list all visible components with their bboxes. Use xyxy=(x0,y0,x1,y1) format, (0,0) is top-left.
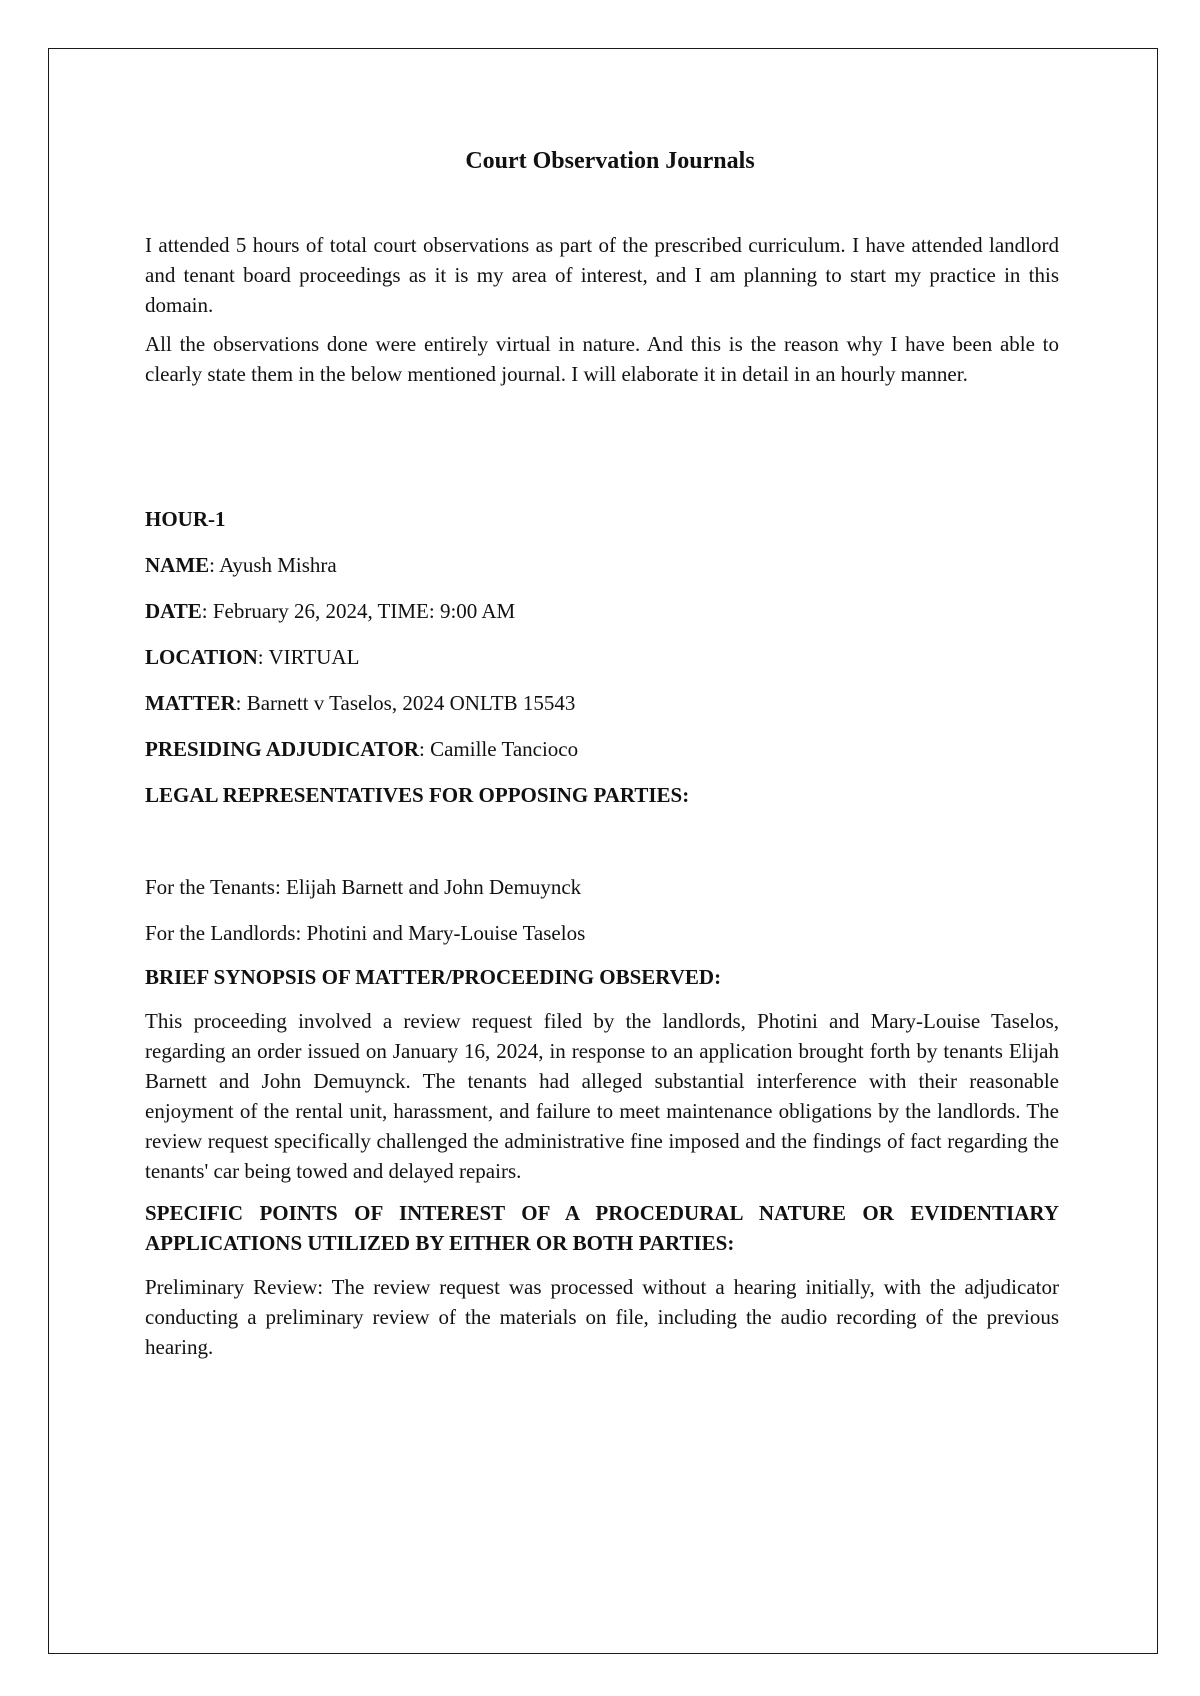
adjudicator-line xyxy=(145,734,1059,764)
synopsis-paragraph: This proceeding involved a review request filed by the landlords, Photini and Mary-Louise Taselos, regarding an order issued on January 16, 2024, in response to an application brought forth by tenants Elijah Barnett and John Demuynck. The tenants had alleged substantial interference with their reasonable enjoyment of the rental unit, harassment, and failure to meet maintenance obligations by the landlords. The review request specifically challenged the administrative fine imposed and the findings of fact regarding the tenants' car being towed and delayed repairs. xyxy=(145,1009,1059,1183)
matter-value: : Barnett v Taselos, 2024 ONLTB 15543 xyxy=(235,691,576,715)
location-label: LOCATION xyxy=(145,645,258,669)
synopsis-heading: BRIEF SYNOPSIS OF MATTER/PROCEEDING OBSERVED: xyxy=(145,965,722,989)
points-paragraph: Preliminary Review: The review request was processed without a hearing initially, with the adjudicator conducting a preliminary review of the materials on file, including the audio recording of the previous hearing. xyxy=(145,1275,1059,1359)
adjudicator-label: PRESIDING ADJUDICATOR xyxy=(145,737,420,761)
hour-heading: HOUR-1 xyxy=(145,507,226,531)
matter-line xyxy=(145,688,1059,718)
document-title: Court Observation Journals xyxy=(465,148,755,174)
adjudicator-value: : Camille Tancioco xyxy=(419,737,579,761)
date-label: DATE xyxy=(145,599,202,623)
tenants-line: For the Tenants: Elijah Barnett and John Demuynck xyxy=(145,875,582,899)
location-value: : VIRTUAL xyxy=(257,645,360,669)
landlords-line: For the Landlords: Photini and Mary-Louise Taselos xyxy=(145,921,586,945)
document-body xyxy=(145,148,1059,1362)
matter-label: MATTER xyxy=(145,691,236,715)
name-line xyxy=(145,550,1059,580)
name-label: NAME xyxy=(145,553,210,577)
location-line xyxy=(145,642,1059,672)
intro-paragraph-2: All the observations done were entirely virtual in nature. And this is the reason why I have been able to clearly state them in the below mentioned journal. I will elaborate it in detail in an hourly manner. xyxy=(145,332,1059,386)
representatives-heading: LEGAL REPRESENTATIVES FOR OPPOSING PARTIES: xyxy=(145,783,690,807)
intro-paragraph-1: I attended 5 hours of total court observations as part of the prescribed curriculum. I have attended landlord and tenant board proceedings as it is my area of interest, and I am planning to start my practice in this domain. xyxy=(145,233,1059,317)
name-value: : Ayush Mishra xyxy=(209,553,337,577)
date-value: : February 26, 2024, TIME: 9:00 AM xyxy=(201,599,516,623)
date-line xyxy=(145,596,1059,626)
points-heading: SPECIFIC POINTS OF INTEREST OF A PROCEDURAL NATURE OR EVIDENTIARY APPLICATIONS UTILIZED BY EITHER OR BOTH PARTIES: xyxy=(145,1201,1059,1255)
